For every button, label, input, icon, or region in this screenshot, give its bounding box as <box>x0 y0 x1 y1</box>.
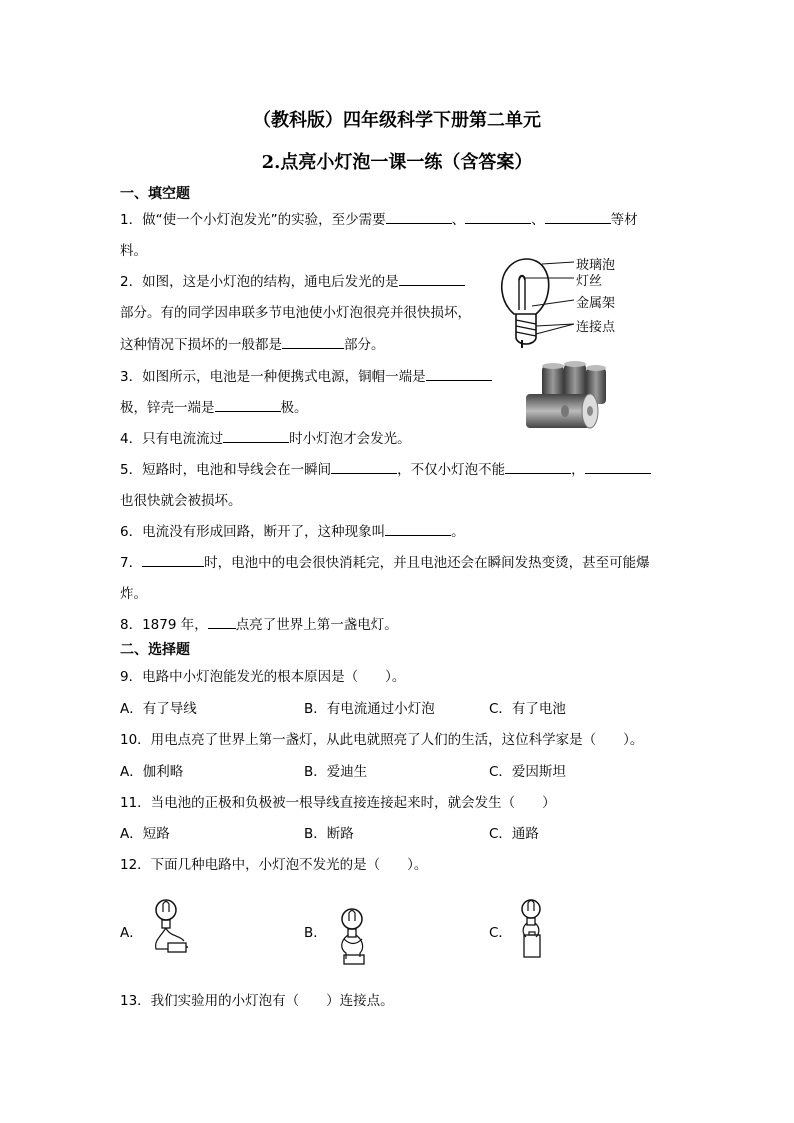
q5-line-2: 也很快就会被损坏。 <box>120 493 242 509</box>
battery-image <box>520 360 610 436</box>
q1-end: 等材 <box>610 212 638 228</box>
q1-continued: 料。 <box>120 243 147 259</box>
title-line-2: 2.点亮小灯泡一课一练（含答案） <box>261 152 533 173</box>
q5-mid: ，不仅小灯泡不能 <box>397 462 506 478</box>
circuit-a-diagram <box>148 893 192 957</box>
question-13: 13．我们实验用的小灯泡有（ ）连接点。 <box>120 993 394 1009</box>
q7-text: 时，电池中的电会很快消耗完，并且电池还会在瞬间发热变烫，甚至可能爆 <box>204 555 650 571</box>
q4-blank[interactable] <box>223 428 289 443</box>
circuit-c-diagram <box>514 893 548 963</box>
q9-option-c[interactable]: C．有了电池 <box>489 701 566 717</box>
q4-end: 时小灯泡才会发光。 <box>289 431 411 447</box>
q1-text: 1．做“使一个小灯泡发光”的实验，至少需要 <box>120 212 386 228</box>
q7-blank[interactable] <box>142 552 204 567</box>
q1-sep: 、 <box>531 212 545 228</box>
circuit-b-diagram <box>334 903 378 967</box>
q5-blank-3[interactable] <box>585 459 651 474</box>
q5-blank-2[interactable] <box>505 459 571 474</box>
q6-blank[interactable] <box>385 521 451 536</box>
q3-end: 极。 <box>280 400 308 416</box>
section-fill-blanks: 一、填空题 <box>120 186 190 202</box>
q10-option-a[interactable]: A．伽利略 <box>120 764 184 780</box>
q11-option-a[interactable]: A．短路 <box>120 826 170 842</box>
question-3 <box>120 365 492 385</box>
question-7 <box>120 551 650 571</box>
question-2 <box>120 270 465 290</box>
q9-option-b[interactable]: B．有电流通过小灯泡 <box>304 701 435 717</box>
question-5 <box>120 458 651 478</box>
q3-blank-1[interactable] <box>426 366 492 381</box>
question-4 <box>120 427 411 447</box>
q3-text: 3．如图所示，电池是一种便携式电源，铜帽一端是 <box>120 369 426 385</box>
q2-line-3 <box>120 333 385 353</box>
label-filament: 灯丝 <box>576 274 603 289</box>
circuit-b-figure <box>334 903 378 967</box>
q1-blank-1[interactable] <box>386 209 452 224</box>
q2-text: 2．如图，这是小灯泡的结构，通电后发光的是 <box>120 274 399 290</box>
section-multiple-choice: 二、选择题 <box>120 642 190 658</box>
q4-text: 4．只有电流流过 <box>120 431 224 447</box>
q2-blank-1[interactable] <box>399 271 465 286</box>
q1-sep: 、 <box>451 212 466 228</box>
bulb-structure-figure <box>492 250 632 354</box>
question-9: 9．电路中小灯泡能发光的根本原因是（ ）。 <box>120 669 406 685</box>
q10-option-c[interactable]: C．爱因斯坦 <box>489 764 566 780</box>
q12-option-c[interactable]: C． <box>489 925 512 941</box>
circuit-c-figure <box>514 893 548 963</box>
q10-option-b[interactable]: B．爱迪生 <box>304 764 368 780</box>
q5-blank-1[interactable] <box>331 459 397 474</box>
circuit-a-figure <box>148 893 192 957</box>
q12-option-b[interactable]: B． <box>304 925 327 941</box>
q6-text: 6．电流没有形成回路，断开了，这种现象叫 <box>120 524 386 540</box>
q7-line-2: 炸。 <box>120 586 147 602</box>
q3-text-2: 极，锌壳一端是 <box>120 400 215 416</box>
q11-option-c[interactable]: C．通路 <box>489 826 539 842</box>
q2-line-2: 部分。有的同学因串联多节电池使小灯泡很亮并很快损坏， <box>120 305 471 321</box>
q9-option-a[interactable]: A．有了导线 <box>120 701 197 717</box>
title-line-1: （教科版）四年级科学下册第二单元 <box>253 110 541 131</box>
question-12: 12．下面几种电路中，小灯泡不发光的是（ ）。 <box>120 857 428 873</box>
label-glass-bulb: 玻璃泡 <box>576 258 616 273</box>
q3-line-2 <box>120 396 308 416</box>
q1-blank-3[interactable] <box>545 209 611 224</box>
q8-end: 点亮了世界上第一盏电灯。 <box>235 617 398 633</box>
q8-blank[interactable] <box>208 614 236 629</box>
question-6 <box>120 520 465 540</box>
q2-blank-2[interactable] <box>282 334 344 349</box>
q12-option-a[interactable]: A． <box>120 925 143 941</box>
q5-sep: ， <box>571 462 585 478</box>
q7-number: 7． <box>120 555 143 571</box>
question-11: 11．当电池的正极和负极被一根导线直接连接起来时，就会发生（ ） <box>120 795 556 811</box>
q8-text: 8．1879 年， <box>120 617 208 633</box>
q5-text: 5．短路时，电池和导线会在一瞬间 <box>120 462 332 478</box>
question-1 <box>120 208 638 228</box>
q2-text-3: 这种情况下损坏的一般都是 <box>120 337 282 353</box>
label-connection-point: 连接点 <box>576 320 616 335</box>
question-8 <box>120 613 398 633</box>
q11-option-b[interactable]: B．断路 <box>304 826 354 842</box>
q3-blank-2[interactable] <box>215 397 281 412</box>
q1-blank-2[interactable] <box>465 209 531 224</box>
question-10: 10．用电点亮了世界上第一盏灯，从此电就照亮了人们的生活，这位科学家是（ ）。 <box>120 732 644 748</box>
battery-figure <box>520 360 610 436</box>
q6-end: 。 <box>451 524 465 540</box>
q2-end: 部分。 <box>344 337 385 353</box>
label-metal-frame: 金属架 <box>576 296 616 311</box>
